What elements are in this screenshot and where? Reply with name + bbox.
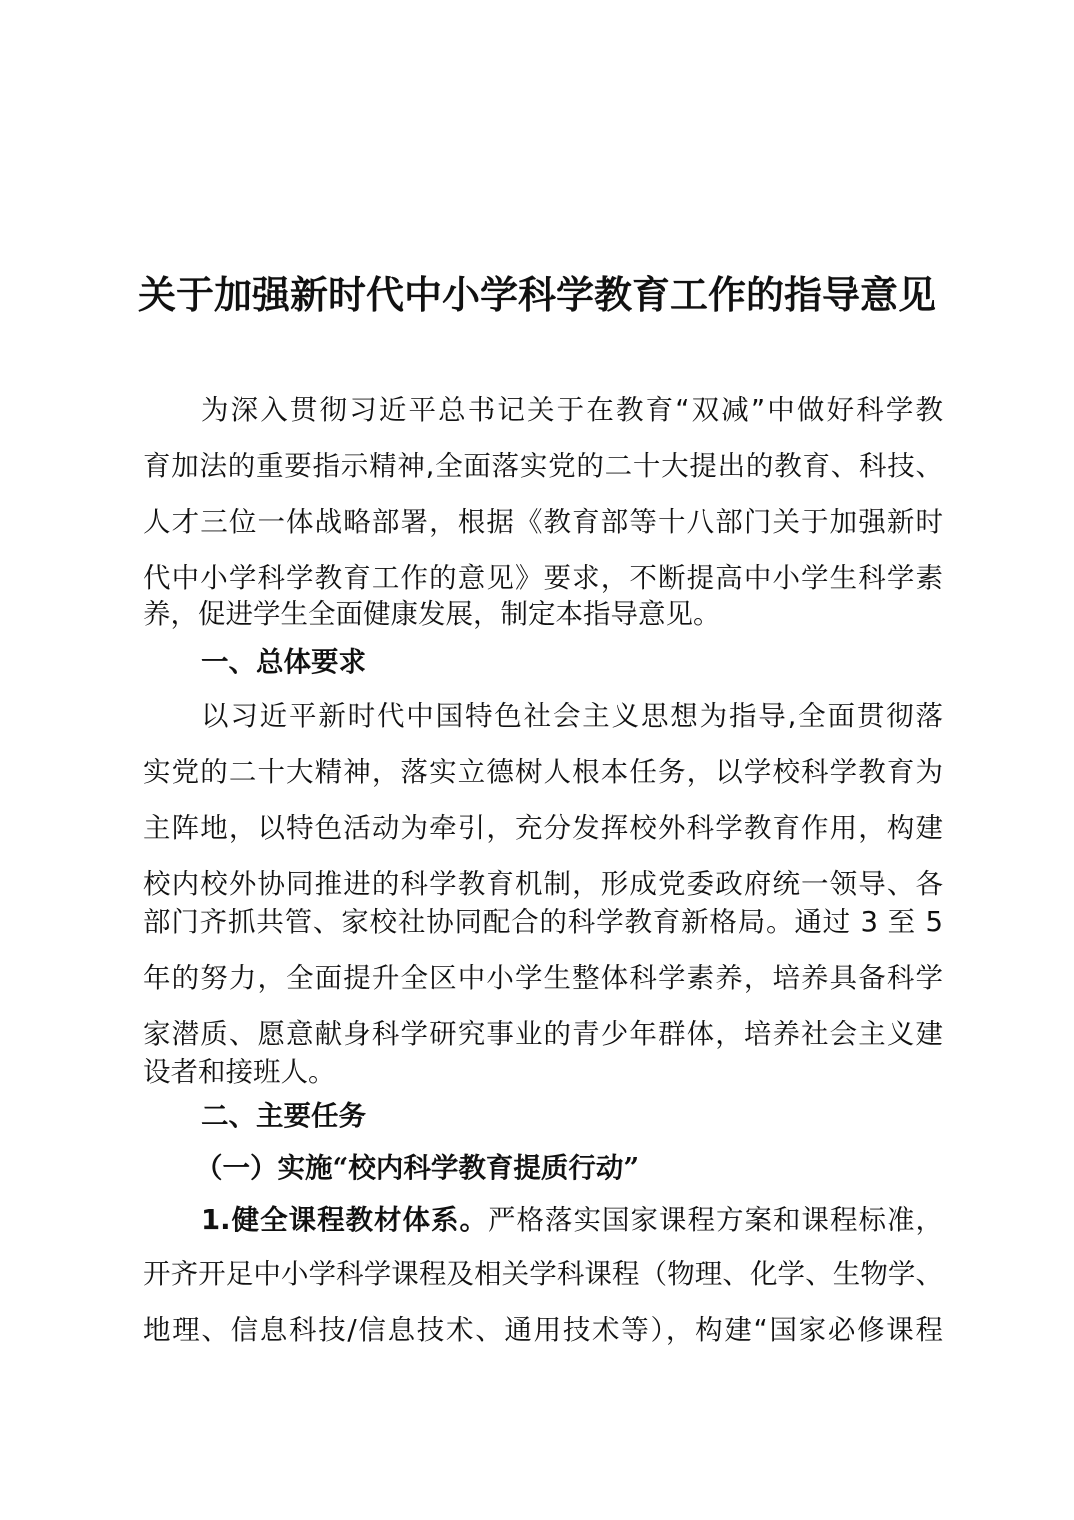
section1-line-1: 以习近平新时代中国特色社会主义思想为指导,全面贯彻落 (201, 700, 943, 732)
item1-first-rest: 严格落实国家课程方案和课程标准， (488, 1204, 943, 1236)
item1-line-1 (201, 1200, 943, 1240)
section2-subheading: （一）实施“校内科学教育提质行动” (195, 1152, 640, 1184)
section1-line-7: 家潜质、愿意献身科学研究事业的青少年群体，培养社会主义建 (143, 1018, 943, 1050)
section1-line-4: 校内校外协同推进的科学教育机制，形成党委政府统一领导、各 (143, 868, 943, 900)
intro-line-3: 人才三位一体战略部署，根据《教育部等十八部门关于加强新时 (143, 506, 943, 538)
section1-line-2: 实党的二十大精神，落实立德树人根本任务，以学校科学教育为 (143, 756, 943, 788)
intro-line-1: 为深入贯彻习近平总书记关于在教育“双减”中做好科学教 (201, 394, 943, 426)
intro-line-2: 育加法的重要指示精神,全面落实党的二十大提出的教育、科技、 (143, 450, 943, 482)
item1-line-3: 地理、信息科技/信息技术、通用技术等），构建“国家必修课程 (143, 1314, 943, 1346)
section1-line-5: 部门齐抓共管、家校社协同配合的科学教育新格局。通过 3 至 5 (143, 906, 943, 938)
section1-line-3: 主阵地，以特色活动为牵引，充分发挥校外科学教育作用，构建 (143, 812, 943, 844)
section2-heading: 二、主要任务 (201, 1100, 366, 1132)
item1-lead: 1.健全课程教材体系。 (201, 1204, 489, 1236)
intro-line-5: 养，促进学生全面健康发展，制定本指导意见。 (143, 598, 721, 630)
item1-line-2: 开齐开足中小学科学课程及相关学科课程（物理、化学、生物学、 (143, 1258, 943, 1290)
section1-heading: 一、总体要求 (201, 646, 366, 678)
section1-line-8: 设者和接班人。 (143, 1056, 336, 1088)
intro-line-4: 代中小学科学教育工作的意见》要求，不断提高中小学生科学素 (143, 562, 943, 594)
document-title: 关于加强新时代中小学科学教育工作的指导意见 (137, 272, 936, 317)
section1-line-6: 年的努力，全面提升全区中小学生整体科学素养，培养具备科学 (143, 962, 943, 994)
